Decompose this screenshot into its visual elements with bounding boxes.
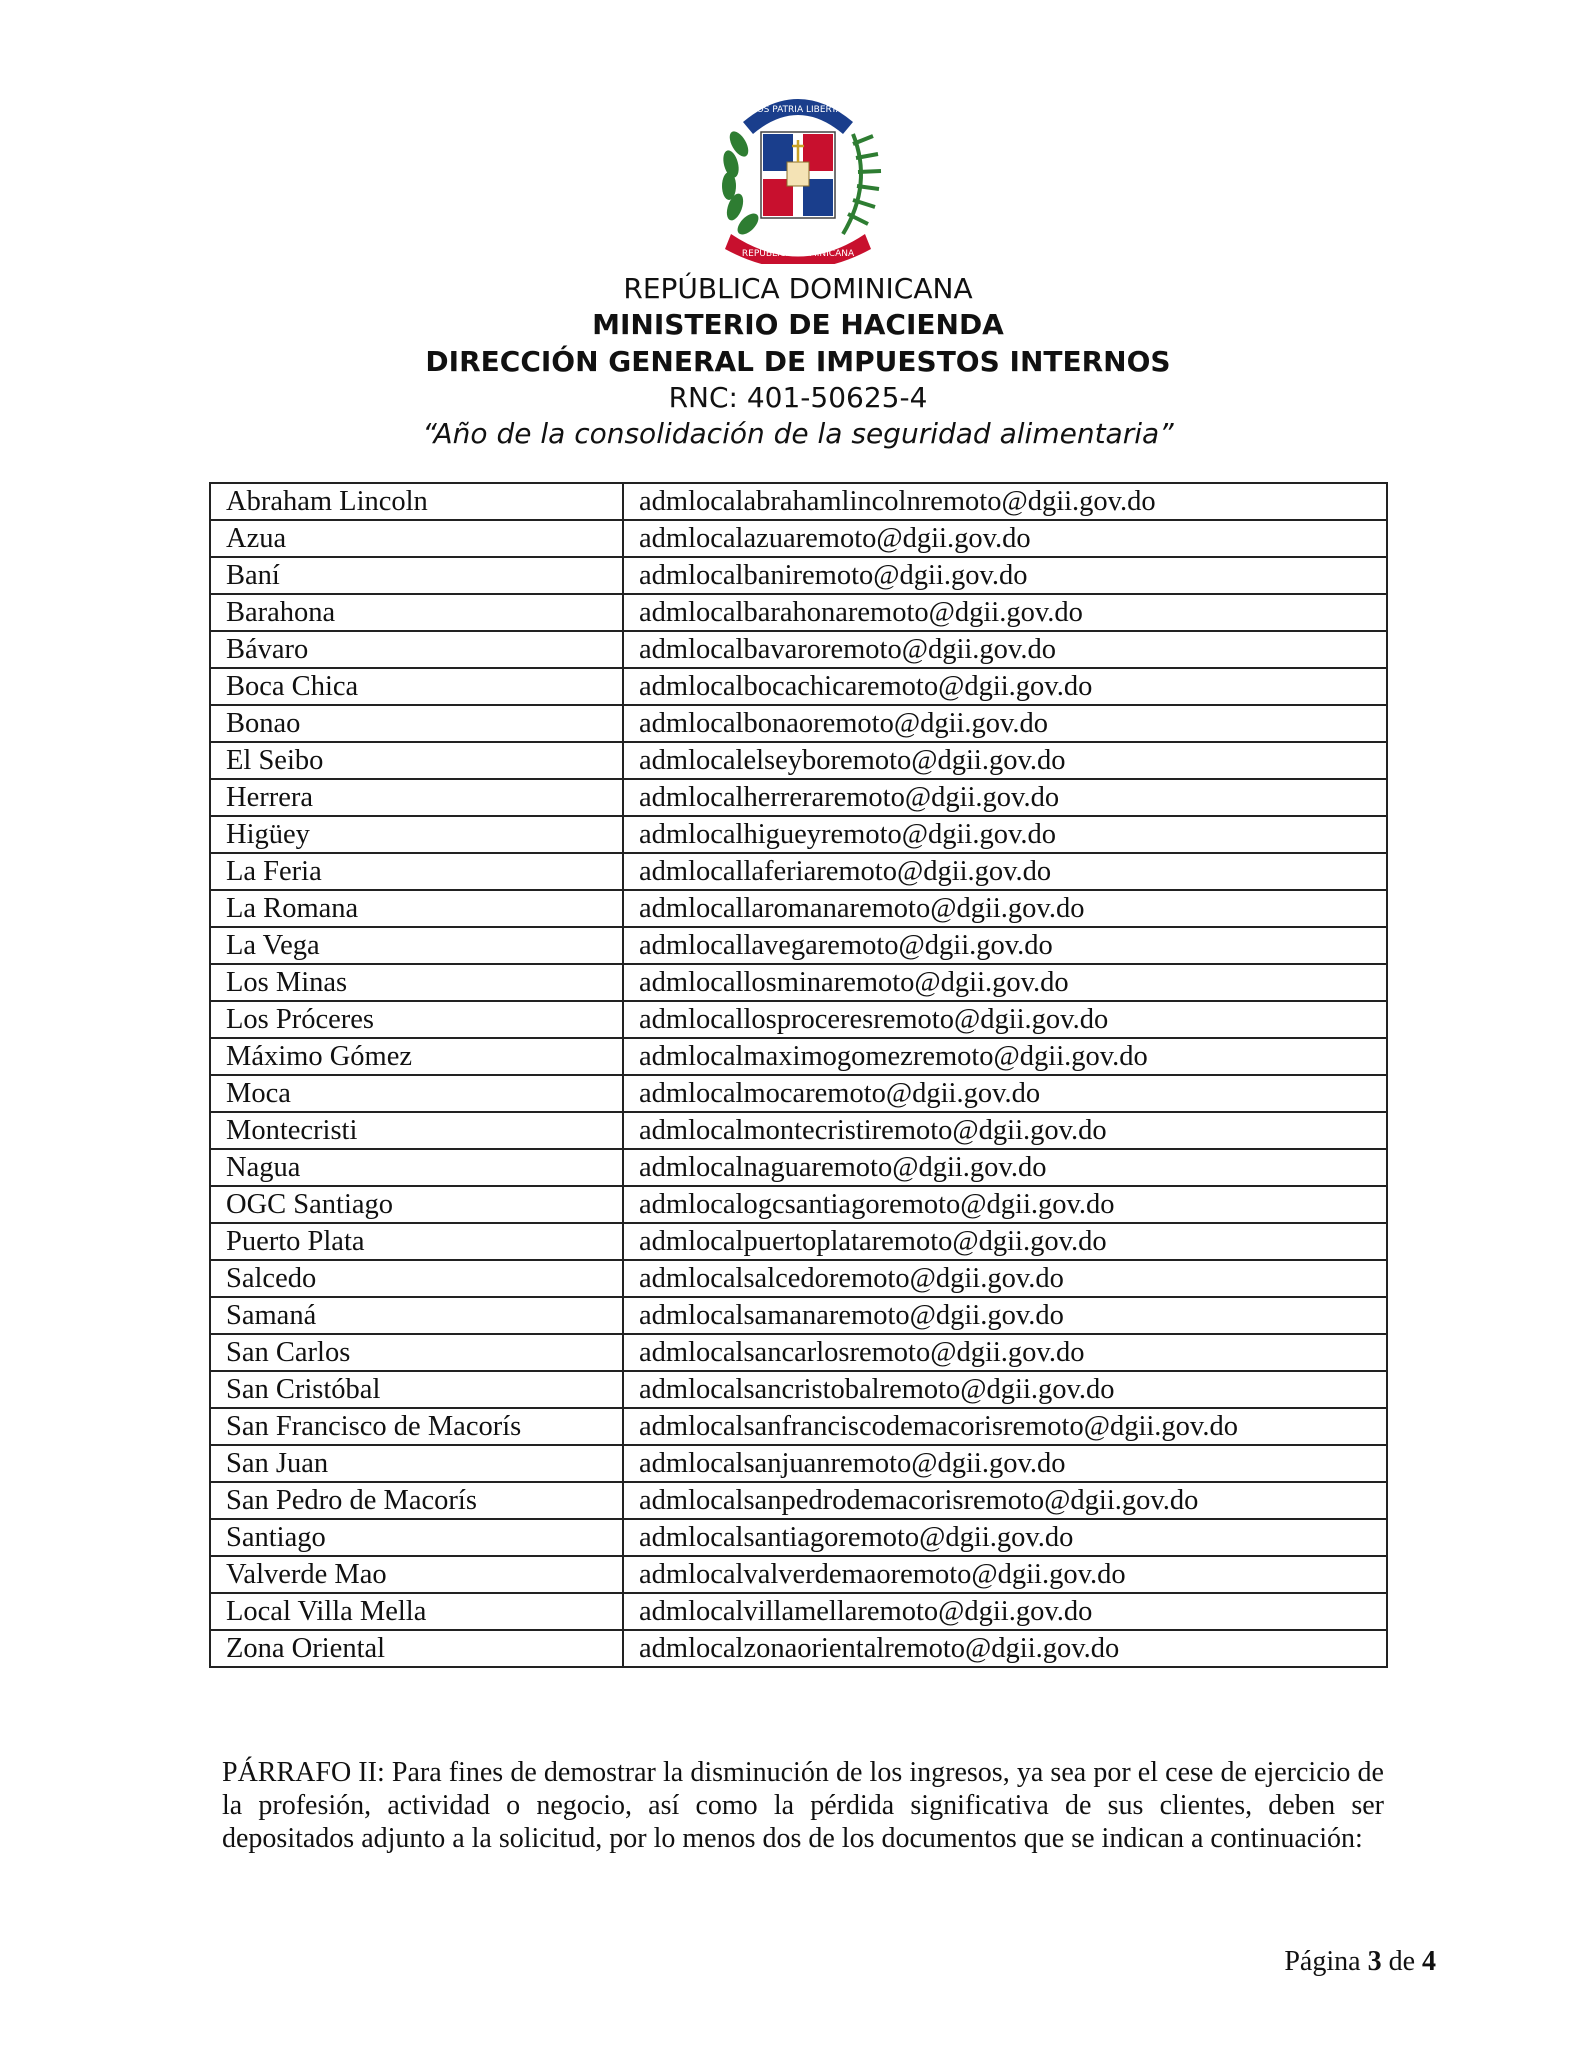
office-email-cell: admlocalvillamellaremoto@dgii.gov.do	[623, 1593, 1387, 1630]
table-row	[210, 890, 1387, 927]
table-row	[210, 1445, 1387, 1482]
table-row	[210, 594, 1387, 631]
office-name-cell: Nagua	[210, 1149, 623, 1186]
office-email-cell: admlocalelseyboremoto@dgii.gov.do	[623, 742, 1387, 779]
office-name-cell: San Juan	[210, 1445, 623, 1482]
seal-ribbon-top: DIOS PATRIA LIBERTAD	[747, 105, 849, 115]
page-of: de	[1388, 1946, 1415, 1977]
office-name-cell: La Feria	[210, 853, 623, 890]
table-row	[210, 1482, 1387, 1519]
office-email-cell: admlocallavegaremoto@dgii.gov.do	[623, 927, 1387, 964]
office-name-cell: OGC Santiago	[210, 1186, 623, 1223]
office-name-cell: Higüey	[210, 816, 623, 853]
table-row	[210, 1371, 1387, 1408]
office-email-cell: admlocalmocaremoto@dgii.gov.do	[623, 1075, 1387, 1112]
office-name-cell: Los Minas	[210, 964, 623, 1001]
country-heading: REPÚBLICA DOMINICANA	[623, 272, 973, 305]
table-row	[210, 1075, 1387, 1112]
office-email-cell: admlocallosproceresremoto@dgii.gov.do	[623, 1001, 1387, 1038]
office-name-cell: Máximo Gómez	[210, 1038, 623, 1075]
ministry-heading: MINISTERIO DE HACIENDA	[592, 308, 1004, 341]
office-email-cell: admlocalnaguaremoto@dgii.gov.do	[623, 1149, 1387, 1186]
rnc-number: RNC: 401-50625-4	[668, 381, 928, 414]
page-current: 3	[1367, 1946, 1382, 1977]
office-email-cell: admlocalsantiagoremoto@dgii.gov.do	[623, 1519, 1387, 1556]
office-name-cell: Bonao	[210, 705, 623, 742]
office-name-cell: Herrera	[210, 779, 623, 816]
office-name-cell: San Pedro de Macorís	[210, 1482, 623, 1519]
table-row	[210, 1334, 1387, 1371]
office-name-cell: Boca Chica	[210, 668, 623, 705]
table-row	[210, 1556, 1387, 1593]
table-row	[210, 668, 1387, 705]
office-name-cell: Samaná	[210, 1297, 623, 1334]
table-row	[210, 557, 1387, 594]
office-email-cell: admlocalmontecristiremoto@dgii.gov.do	[623, 1112, 1387, 1149]
office-email-cell: admlocalzonaorientalremoto@dgii.gov.do	[623, 1630, 1387, 1667]
table-row	[210, 964, 1387, 1001]
office-email-cell: admlocallaferiaremoto@dgii.gov.do	[623, 853, 1387, 890]
office-name-cell: Santiago	[210, 1519, 623, 1556]
office-email-cell: admlocalhigueyremoto@dgii.gov.do	[623, 816, 1387, 853]
table-row	[210, 1519, 1387, 1556]
table-row	[210, 1112, 1387, 1149]
office-name-cell: Bávaro	[210, 631, 623, 668]
office-name-cell: Puerto Plata	[210, 1223, 623, 1260]
table-row	[210, 1260, 1387, 1297]
office-email-cell: admlocalvalverdemaoremoto@dgii.gov.do	[623, 1556, 1387, 1593]
office-email-cell: admlocalbonaoremoto@dgii.gov.do	[623, 705, 1387, 742]
office-email-cell: admlocalabrahamlincolnremoto@dgii.gov.do	[623, 483, 1387, 520]
table-row	[210, 631, 1387, 668]
offices-email-table	[209, 482, 1388, 1668]
paragraph-ii: PÁRRAFO II: Para fines de demostrar la disminución de los ingresos, ya sea por el cese de ejercicio de la profesión, actividad o negocio, así como la pérdida significativa de sus clientes, deben ser depositados adjunto a la solicitud, por lo menos dos de los documentos que se indican a continuación:	[222, 1757, 1384, 1854]
office-email-cell: admlocalmaximogomezremoto@dgii.gov.do	[623, 1038, 1387, 1075]
table-row	[210, 1297, 1387, 1334]
table-row	[210, 1223, 1387, 1260]
table-row	[210, 927, 1387, 964]
office-email-cell: admlocalbaniremoto@dgii.gov.do	[623, 557, 1387, 594]
office-email-cell: admlocalbarahonaremoto@dgii.gov.do	[623, 594, 1387, 631]
year-motto: “Año de la consolidación de la seguridad alimentaria”	[422, 417, 1174, 450]
table-row	[210, 1593, 1387, 1630]
table-row	[210, 520, 1387, 557]
office-name-cell: Moca	[210, 1075, 623, 1112]
office-email-cell: admlocalsancristobalremoto@dgii.gov.do	[623, 1371, 1387, 1408]
office-email-cell: admlocalsanfranciscodemacorisremoto@dgii.gov.do	[623, 1408, 1387, 1445]
office-name-cell: La Vega	[210, 927, 623, 964]
office-name-cell: La Romana	[210, 890, 623, 927]
office-name-cell: Abraham Lincoln	[210, 483, 623, 520]
table-row	[210, 483, 1387, 520]
office-email-cell: admlocalsanpedrodemacorisremoto@dgii.gov.do	[623, 1482, 1387, 1519]
office-name-cell: San Cristóbal	[210, 1371, 623, 1408]
table-row	[210, 779, 1387, 816]
offices-table-body	[210, 483, 1387, 1667]
office-name-cell: Salcedo	[210, 1260, 623, 1297]
office-email-cell: admlocalogcsantiagoremoto@dgii.gov.do	[623, 1186, 1387, 1223]
table-row	[210, 1186, 1387, 1223]
office-email-cell: admlocalherreraremoto@dgii.gov.do	[623, 779, 1387, 816]
office-email-cell: admlocallaromanaremoto@dgii.gov.do	[623, 890, 1387, 927]
office-name-cell: San Francisco de Macorís	[210, 1408, 623, 1445]
table-row	[210, 705, 1387, 742]
table-row	[210, 1001, 1387, 1038]
coat-of-arms-seal	[703, 74, 893, 264]
office-email-cell: admlocalsanjuanremoto@dgii.gov.do	[623, 1445, 1387, 1482]
office-name-cell: San Carlos	[210, 1334, 623, 1371]
office-email-cell: admlocalbavaroremoto@dgii.gov.do	[623, 631, 1387, 668]
office-name-cell: El Seibo	[210, 742, 623, 779]
page-word: Página	[1284, 1946, 1361, 1977]
office-email-cell: admlocalsalcedoremoto@dgii.gov.do	[623, 1260, 1387, 1297]
table-row	[210, 816, 1387, 853]
page-total: 4	[1422, 1946, 1436, 1977]
office-name-cell: Local Villa Mella	[210, 1593, 623, 1630]
office-name-cell: Baní	[210, 557, 623, 594]
page-number	[1284, 1946, 1436, 1978]
table-row	[210, 742, 1387, 779]
office-email-cell: admlocallosminaremoto@dgii.gov.do	[623, 964, 1387, 1001]
office-email-cell: admlocalpuertoplataremoto@dgii.gov.do	[623, 1223, 1387, 1260]
table-row	[210, 1630, 1387, 1667]
direction-heading: DIRECCIÓN GENERAL DE IMPUESTOS INTERNOS	[425, 345, 1171, 378]
table-row	[210, 853, 1387, 890]
table-row	[210, 1408, 1387, 1445]
seal-ribbon-bottom: REPÚBLICA DOMINICANA	[741, 249, 855, 259]
office-name-cell: Barahona	[210, 594, 623, 631]
office-name-cell: Azua	[210, 520, 623, 557]
office-email-cell: admlocalbocachicaremoto@dgii.gov.do	[623, 668, 1387, 705]
office-name-cell: Los Próceres	[210, 1001, 623, 1038]
table-row	[210, 1038, 1387, 1075]
table-row	[210, 1149, 1387, 1186]
office-name-cell: Valverde Mao	[210, 1556, 623, 1593]
office-email-cell: admlocalazuaremoto@dgii.gov.do	[623, 520, 1387, 557]
office-name-cell: Montecristi	[210, 1112, 623, 1149]
office-email-cell: admlocalsamanaremoto@dgii.gov.do	[623, 1297, 1387, 1334]
office-name-cell: Zona Oriental	[210, 1630, 623, 1667]
office-email-cell: admlocalsancarlosremoto@dgii.gov.do	[623, 1334, 1387, 1371]
